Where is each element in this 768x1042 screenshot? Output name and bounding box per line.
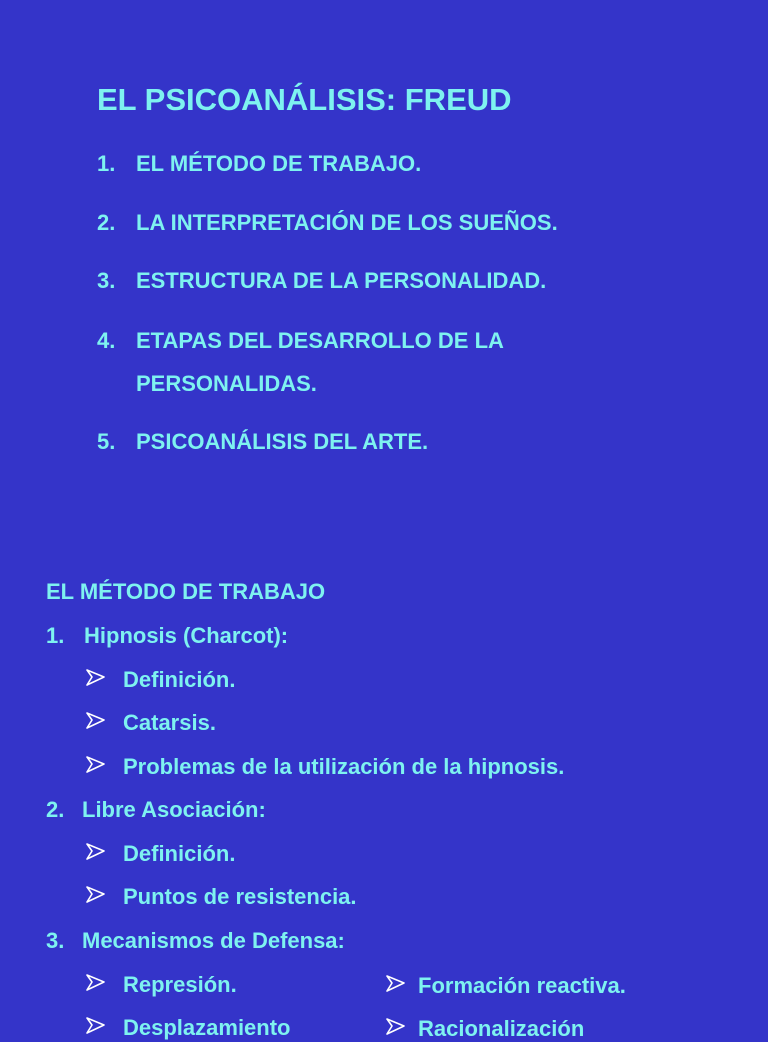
arrowhead-bullet-icon xyxy=(86,885,106,905)
subsection-libre-asociacion xyxy=(46,797,266,823)
toc-text: ESTRUCTURA DE LA PERSONALIDAD. xyxy=(136,268,547,293)
subsection-label: Libre Asociación: xyxy=(82,797,266,822)
arrowhead-bullet-icon xyxy=(86,1016,106,1036)
toc-text-continued: PERSONALIDAS. xyxy=(136,371,317,396)
bullet-text: Puntos de resistencia. xyxy=(123,884,357,909)
toc-number: 3. xyxy=(97,268,116,293)
subsection-label: Hipnosis (Charcot): xyxy=(84,623,289,648)
toc-number: 4. xyxy=(97,328,116,353)
bullet-text: Definición. xyxy=(123,667,236,692)
arrowhead-bullet-icon xyxy=(386,974,406,994)
arrowhead-bullet-icon xyxy=(86,668,106,688)
bullet-text: Represión. xyxy=(123,972,237,997)
bullet-text: Formación reactiva. xyxy=(418,973,626,998)
bullet-text: Problemas de la utilización de la hipnosis. xyxy=(123,754,565,779)
toc-text: ETAPAS DEL DESARROLLO DE LA xyxy=(136,328,504,353)
subsection-number: 1. xyxy=(46,623,65,648)
toc-text: LA INTERPRETACIÓN DE LOS SUEÑOS. xyxy=(136,210,558,235)
bullet-text: Desplazamiento xyxy=(123,1015,291,1040)
toc-number: 1. xyxy=(97,151,116,176)
arrowhead-bullet-icon xyxy=(86,755,106,775)
subsection-number: 2. xyxy=(46,797,65,822)
toc-text: PSICOANÁLISIS DEL ARTE. xyxy=(136,429,429,454)
toc-text: EL MÉTODO DE TRABAJO. xyxy=(136,151,422,176)
subsection-mecanismos-defensa xyxy=(46,928,345,954)
toc-number: 2. xyxy=(97,210,116,235)
bullet-text: Definición. xyxy=(123,841,236,866)
arrowhead-bullet-icon xyxy=(86,842,106,862)
subsection-hipnosis xyxy=(46,623,289,649)
arrowhead-bullet-icon xyxy=(86,973,106,993)
toc-number: 5. xyxy=(97,429,116,454)
section-heading: EL MÉTODO DE TRABAJO xyxy=(46,579,326,604)
arrowhead-bullet-icon xyxy=(86,711,106,731)
subsection-label: Mecanismos de Defensa: xyxy=(82,928,345,953)
bullet-text: Catarsis. xyxy=(123,710,216,735)
slide-title: EL PSICOANÁLISIS: FREUD xyxy=(97,82,512,117)
bullet-text: Racionalización xyxy=(418,1016,585,1041)
subsection-number: 3. xyxy=(46,928,65,953)
arrowhead-bullet-icon xyxy=(386,1017,406,1037)
